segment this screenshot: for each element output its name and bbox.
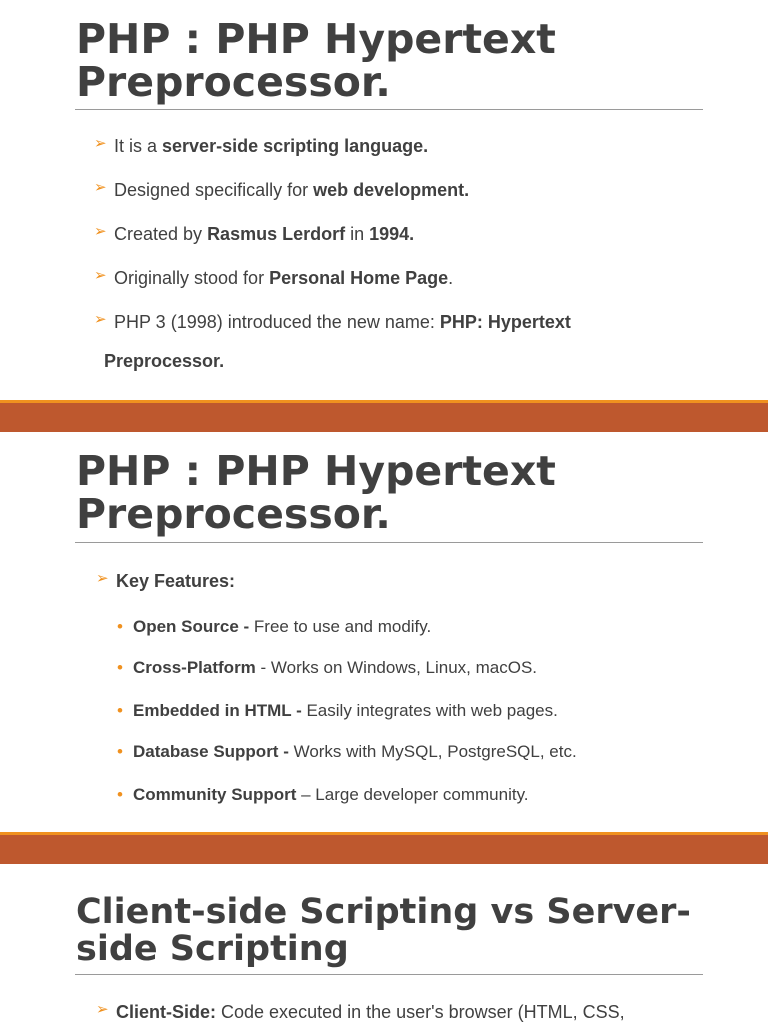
bullet-item: ➢ It is a server-side scripting language.: [94, 135, 429, 156]
arrow-bullet-icon: ➢: [94, 223, 107, 240]
slide-title: Client-side Scripting vs Server-side Scripting: [76, 892, 691, 969]
arrow-bullet-icon: ➢: [94, 135, 107, 152]
slide-separator: [0, 400, 768, 432]
dot-bullet-icon: •: [117, 701, 123, 720]
arrow-bullet-icon: ➢: [94, 267, 107, 284]
arrow-bullet-icon: ➢: [96, 570, 109, 587]
slide-title: PHP : PHP Hypertext Preprocessor.: [76, 447, 556, 538]
bullet-continuation: Preprocessor.: [104, 351, 225, 371]
feature-item: • Community Support – Large developer community.: [117, 785, 529, 804]
slide-title: PHP : PHP Hypertext Preprocessor.: [76, 15, 556, 106]
dot-bullet-icon: •: [117, 617, 123, 636]
dot-bullet-icon: •: [117, 785, 123, 804]
dot-bullet-icon: •: [117, 658, 123, 677]
arrow-bullet-icon: ➢: [94, 179, 107, 196]
feature-item: • Cross-Platform - Works on Windows, Linux, macOS.: [117, 658, 538, 677]
title-underline: [75, 542, 703, 543]
arrow-bullet-icon: ➢: [96, 1001, 109, 1018]
bullet-item: ➢ Created by Rasmus Lerdorf in 1994.: [94, 223, 415, 244]
feature-item: • Open Source - Free to use and modify.: [117, 617, 432, 636]
bullet-item: ➢ Key Features:: [96, 570, 236, 591]
title-underline: [75, 109, 703, 110]
feature-item: • Embedded in HTML - Easily integrates with web pages.: [117, 701, 558, 720]
bullet-item: ➢ Originally stood for Personal Home Page.: [94, 267, 454, 288]
bullet-item: ➢ Client-Side: Code executed in the user's browser (HTML, CSS,: [96, 1001, 625, 1022]
bullet-item: ➢ Designed specifically for web development.: [94, 179, 470, 200]
arrow-bullet-icon: ➢: [94, 311, 107, 328]
slide-separator: [0, 832, 768, 864]
slide-1: [0, 0, 768, 400]
bullet-item: ➢ PHP 3 (1998) introduced the new name: PHP: Hypertext: [94, 311, 571, 332]
dot-bullet-icon: •: [117, 742, 123, 761]
slide-3: [0, 864, 768, 1024]
title-underline: [75, 974, 703, 975]
feature-item: • Database Support - Works with MySQL, PostgreSQL, etc.: [117, 742, 577, 761]
slide-2: [0, 432, 768, 832]
